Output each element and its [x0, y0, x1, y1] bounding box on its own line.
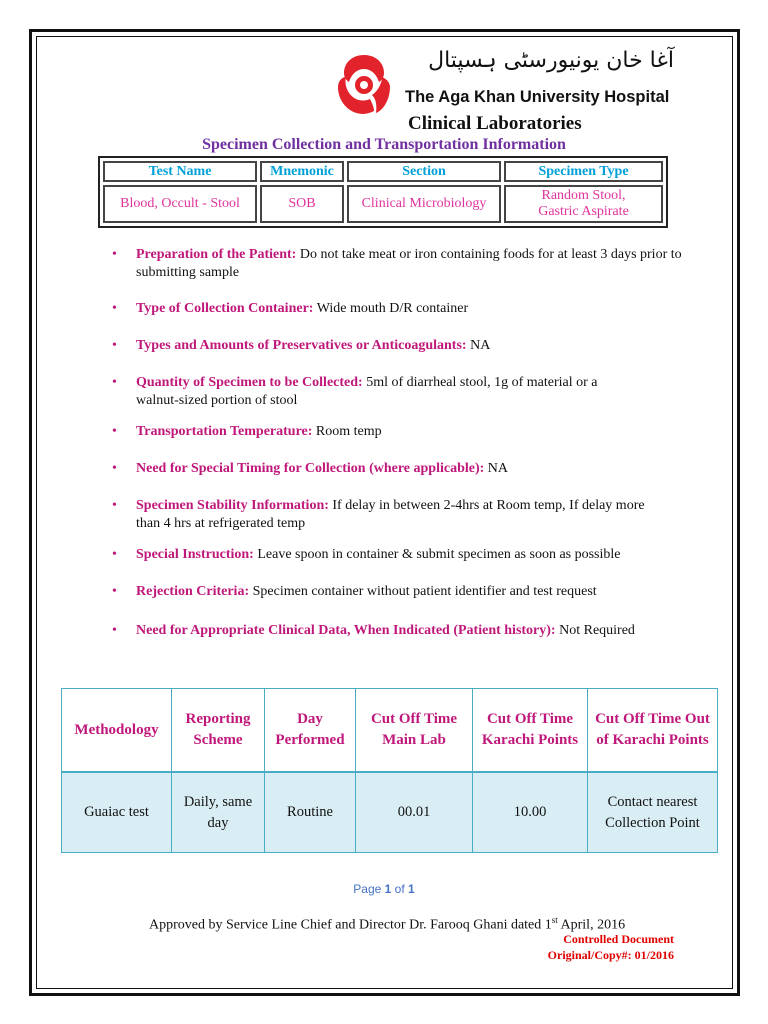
cell-section: Clinical Microbiology	[347, 185, 501, 223]
cell-test-name: Blood, Occult - Stool	[103, 185, 257, 223]
item-label: Types and Amounts of Preservatives or Anticoagulants:	[136, 338, 467, 353]
list-item	[112, 622, 692, 640]
department-name: Clinical Laboratories	[408, 113, 582, 134]
cell-mnemonic: SOB	[260, 185, 344, 223]
header-day-performed: Day Performed	[265, 689, 356, 773]
methodology-table-row	[62, 772, 718, 853]
list-item	[112, 300, 692, 318]
item-value: Specimen container without patient identifier and test request	[249, 584, 597, 599]
document-title: Specimen Collection and Transportation Information	[202, 136, 566, 153]
item-value: NA	[484, 461, 509, 476]
methodology-table-header-row	[62, 689, 718, 773]
controlled-label: Controlled Document	[563, 932, 674, 946]
cell-reporting-scheme: Daily, same day	[172, 772, 265, 853]
list-item	[112, 337, 692, 355]
header-cutoff-karachi: Cut Off Time Karachi Points	[473, 689, 588, 773]
controlled-document-stamp	[548, 931, 674, 963]
header-reporting-scheme: Reporting Scheme	[172, 689, 265, 773]
test-table-header-row	[103, 161, 663, 182]
item-label: Rejection Criteria:	[136, 584, 250, 599]
header-cutoff-out-karachi: Cut Off Time Out of Karachi Points	[588, 689, 718, 773]
test-table-row	[103, 185, 663, 223]
item-label: Preparation of the Patient:	[136, 247, 297, 262]
header-specimen-type: Specimen Type	[504, 161, 663, 182]
bullet-icon: •	[112, 301, 117, 316]
aku-logo-icon	[332, 53, 396, 117]
item-value: NA	[466, 338, 491, 353]
list-item	[112, 497, 672, 533]
item-value: Room temp	[312, 424, 382, 439]
bullet-icon: •	[112, 584, 117, 599]
item-value: If delay in between 2-4hrs at Room temp, If delay more than 4 hrs at refrigerated temp	[136, 498, 645, 531]
list-item	[112, 546, 692, 564]
bullet-icon: •	[112, 461, 117, 476]
header-test-name: Test Name	[103, 161, 257, 182]
item-value: 5ml of diarrheal stool, 1g of material or a walnut-sized portion of stool	[136, 375, 598, 408]
page-total: 1	[408, 882, 415, 896]
bullet-icon: •	[112, 247, 117, 262]
page-prefix: Page	[353, 882, 385, 896]
bullet-icon: •	[112, 338, 117, 353]
cell-day-performed: Routine	[265, 772, 356, 853]
header-methodology: Methodology	[62, 689, 172, 773]
list-item	[112, 583, 692, 601]
item-value: Not Required	[555, 623, 635, 638]
item-label: Need for Special Timing for Collection (where applicable):	[136, 461, 485, 476]
cell-methodology: Guaiac test	[62, 772, 172, 853]
item-value: Leave spoon in container & submit specimen as soon as possible	[253, 547, 621, 562]
methodology-table	[61, 688, 718, 853]
approval-text: Approved by Service Line Chief and Director Dr. Farooq Ghani dated 1	[149, 917, 552, 933]
header-section: Section	[347, 161, 501, 182]
item-value: Wide mouth D/R container	[313, 301, 469, 316]
list-item	[112, 374, 632, 410]
bullet-icon: •	[112, 547, 117, 562]
cell-cutoff-out-karachi: Contact nearest Collection Point	[588, 772, 718, 853]
bullet-icon: •	[112, 424, 117, 439]
bullet-icon: •	[112, 498, 117, 513]
test-info-table	[98, 156, 668, 228]
hospital-name: The Aga Khan University Hospital	[405, 88, 670, 106]
item-label: Quantity of Specimen to be Collected:	[136, 375, 363, 390]
cell-specimen-type: Random Stool, Gastric Aspirate	[504, 185, 663, 223]
approval-sup: st	[551, 915, 558, 925]
list-item	[112, 246, 692, 282]
bullet-icon: •	[112, 623, 117, 638]
item-value: Do not take meat or iron containing foods for at least 3 days prior to submitting sample	[136, 247, 682, 280]
page-current: 1	[384, 882, 392, 896]
bullet-icon: •	[112, 375, 117, 390]
item-label: Transportation Temperature:	[136, 424, 313, 439]
header-cutoff-main-lab: Cut Off Time Main Lab	[356, 689, 473, 773]
hospital-name-urdu: آغا خان یونیورسٹی ہسپتال	[428, 48, 674, 73]
list-item	[112, 423, 692, 441]
header-mnemonic: Mnemonic	[260, 161, 344, 182]
item-label: Need for Appropriate Clinical Data, When Indicated (Patient history):	[136, 623, 556, 638]
page-of: of	[391, 882, 409, 896]
list-item	[112, 460, 692, 478]
cell-cutoff-main-lab: 00.01	[356, 772, 473, 853]
item-label: Type of Collection Container:	[136, 301, 314, 316]
copy-number: Original/Copy#: 01/2016	[547, 948, 674, 962]
cell-cutoff-karachi: 10.00	[473, 772, 588, 853]
item-label: Special Instruction:	[136, 547, 254, 562]
approval-tail: April, 2016	[557, 917, 626, 933]
page-number	[0, 882, 768, 896]
item-label: Specimen Stability Information:	[136, 498, 329, 513]
